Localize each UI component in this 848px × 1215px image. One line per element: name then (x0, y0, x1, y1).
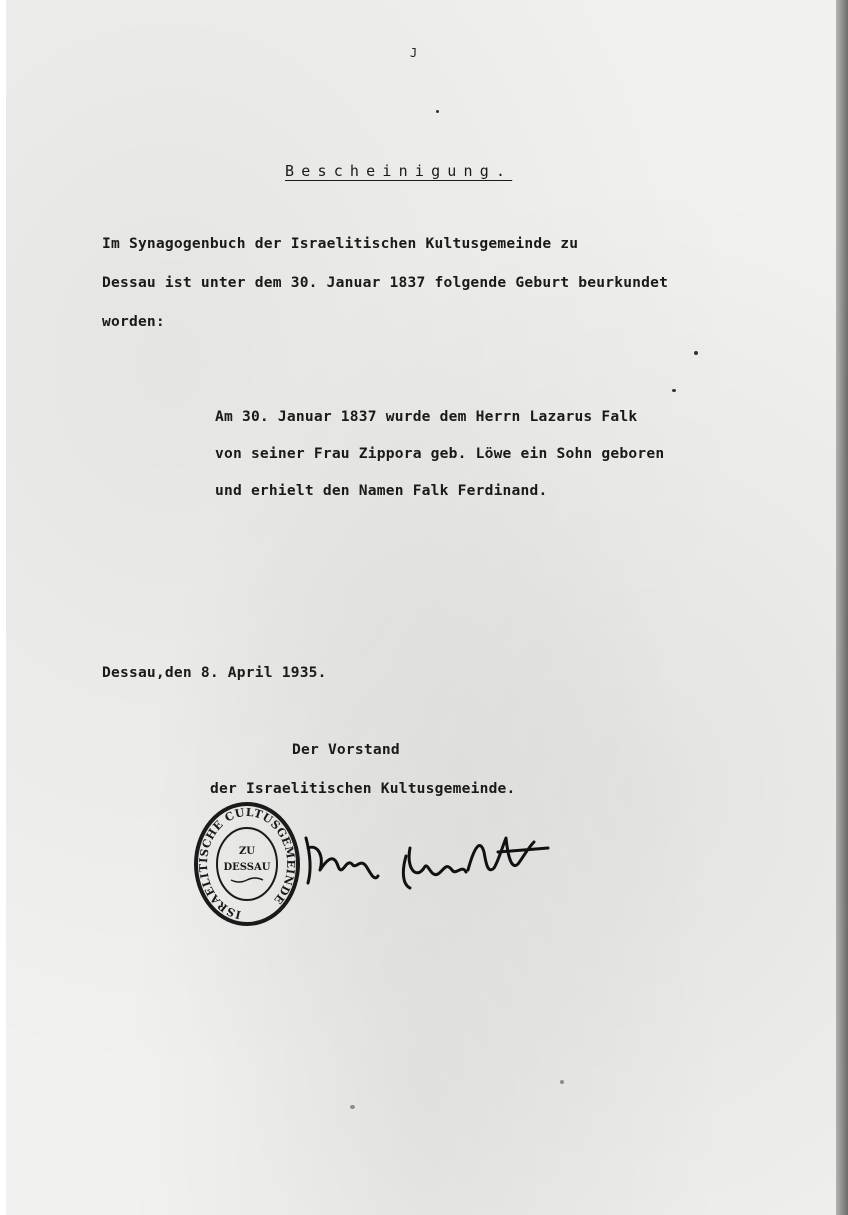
paragraph-line-1: Im Synagogenbuch der Israelitischen Kultusgemeinde zu (102, 235, 579, 252)
scan-border-left (0, 0, 6, 1215)
scan-speck (350, 1105, 355, 1109)
seal-ring-text: ISRAELITISCHE CULTUSGEMEINDE (196, 805, 298, 922)
scan-border-right (836, 0, 848, 1215)
record-line-1: Am 30. Januar 1837 wurde dem Herrn Lazarus Falk (215, 408, 638, 425)
seal-center-bottom: DESSAU (223, 862, 271, 873)
place-and-date: Dessau,den 8. April 1935. (102, 664, 327, 681)
scan-speck (560, 1080, 564, 1084)
paragraph-line-3: worden: (102, 313, 165, 330)
scan-speck (436, 110, 439, 113)
record-line-3: und erhielt den Namen Falk Ferdinand. (215, 482, 548, 499)
document-title: Bescheinigung. (285, 162, 513, 180)
record-line-2: von seiner Frau Zippora geb. Löwe ein Sohn geboren (215, 445, 665, 462)
paragraph-line-2: Dessau ist unter dem 30. Januar 1837 folgende Geburt beurkundet (102, 274, 669, 291)
signoff-line-2: der Israelitischen Kultusgemeinde. (210, 780, 516, 797)
pencil-mark: J (410, 46, 418, 60)
signoff-line-1: Der Vorstand (292, 741, 400, 758)
seal-center-top: ZU (238, 846, 256, 857)
scan-speck (694, 351, 698, 355)
community-seal (193, 800, 301, 928)
scan-speck (672, 389, 676, 392)
handwritten-signatures (298, 808, 558, 908)
